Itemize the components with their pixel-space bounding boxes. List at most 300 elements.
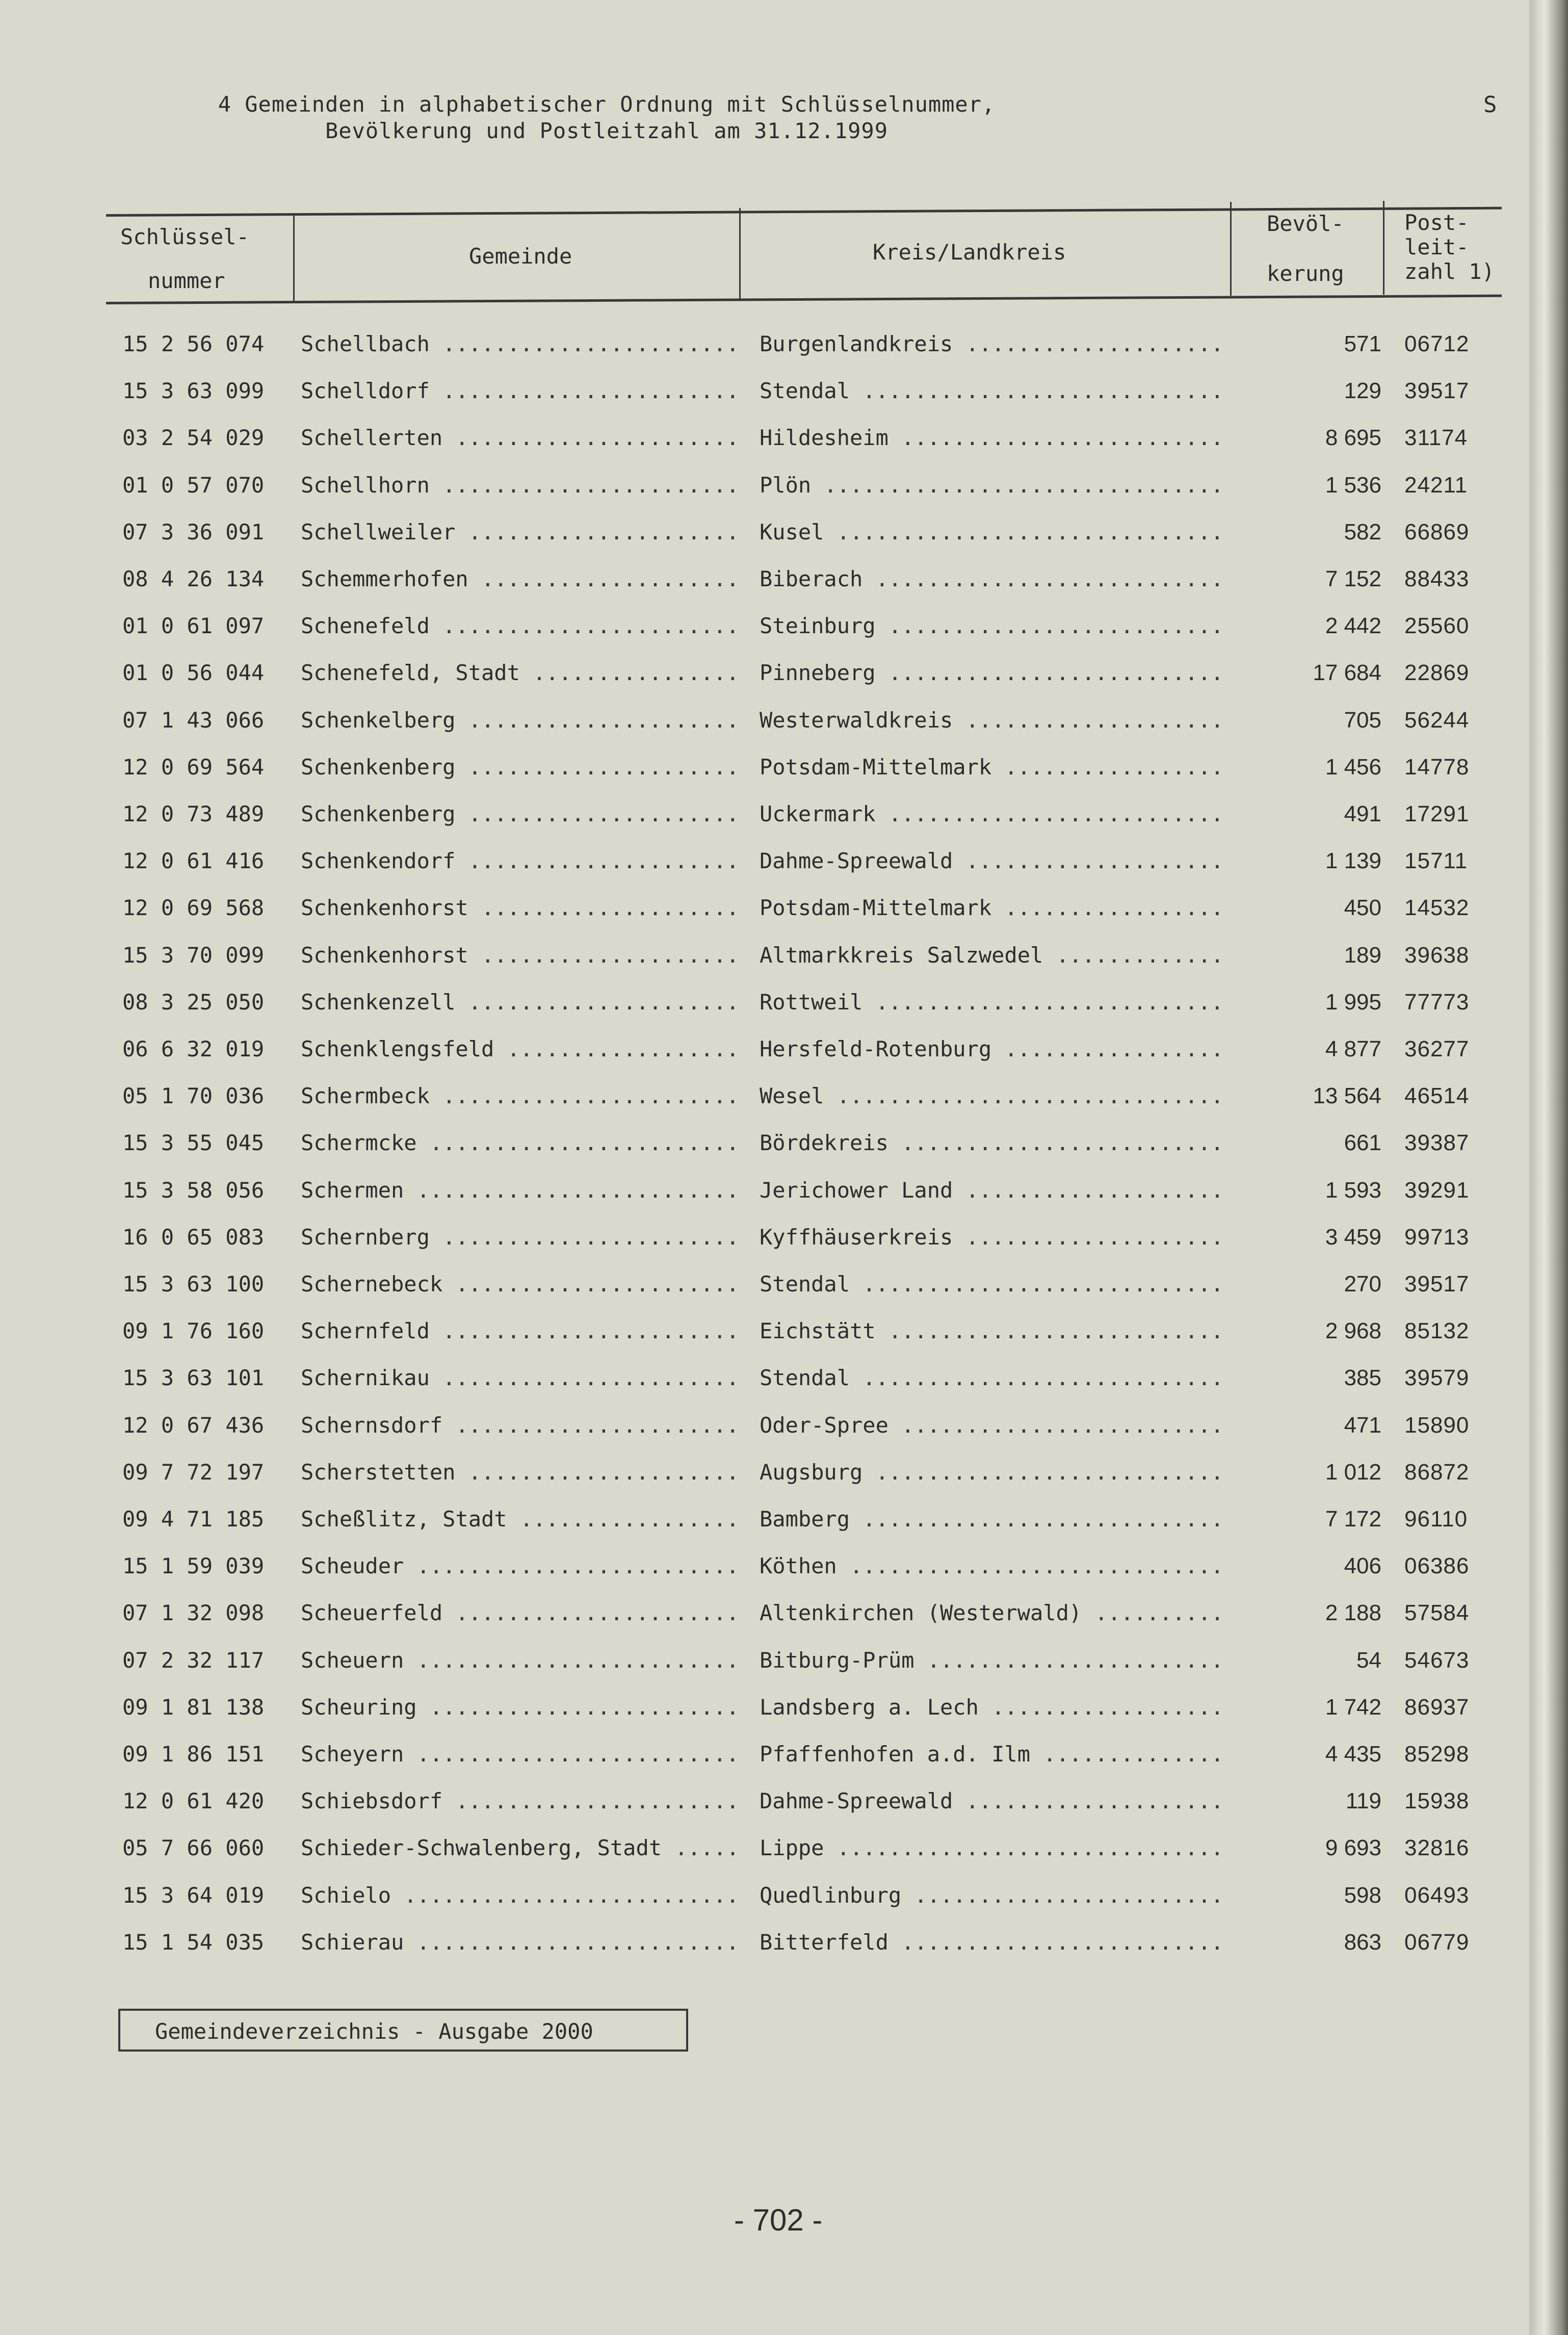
cell-bevoelkerung: 2 968	[1325, 1318, 1381, 1344]
cell-postleitzahl: 39638	[1404, 942, 1470, 968]
cell-bevoelkerung: 1 456	[1325, 754, 1381, 780]
leader-dots: ..............................	[837, 519, 1224, 544]
cell-key: 12 0 67 436	[122, 1412, 265, 1438]
cell-gemeinde: Schenefeld, Stadt	[301, 660, 520, 686]
cell-gemeinde: Schernfeld	[301, 1318, 430, 1344]
cell-kreis: Altenkirchen (Westerwald)	[760, 1600, 1082, 1626]
leader-dots: ..........................	[404, 1882, 739, 1908]
header-key-line1: Schlüssel-	[120, 224, 249, 249]
leader-dots: ............................	[863, 1507, 1224, 1532]
leader-dots: ......................	[455, 425, 739, 451]
cell-bevoelkerung: 54	[1356, 1647, 1381, 1673]
leader-dots: .......................	[442, 1224, 739, 1250]
cell-bevoelkerung: 4 877	[1325, 1036, 1381, 1061]
table-row	[0, 1036, 1519, 1067]
cell-key: 12 0 69 568	[122, 895, 265, 921]
leader-dots: .............	[1056, 942, 1224, 968]
cell-kreis: Burgenlandkreis	[760, 331, 953, 356]
cell-gemeinde: Scheuerfeld	[301, 1600, 443, 1626]
cell-key: 01 0 57 070	[122, 472, 265, 498]
cell-gemeinde: Schellbach	[301, 331, 430, 356]
leader-dots: ......................	[455, 1272, 739, 1296]
leader-dots: ....................	[965, 1224, 1224, 1250]
cell-key: 16 0 65 083	[122, 1224, 265, 1250]
cell-bevoelkerung: 270	[1344, 1272, 1381, 1296]
leader-dots: .....................	[468, 754, 739, 780]
cell-key: 01 0 61 097	[122, 613, 265, 639]
cell-postleitzahl: 57584	[1404, 1600, 1470, 1626]
table-row	[0, 1225, 1519, 1255]
cell-kreis: Stendal	[760, 378, 850, 404]
cell-postleitzahl: 14778	[1404, 754, 1470, 780]
cell-kreis: Bamberg	[760, 1507, 850, 1532]
cell-key: 07 3 36 091	[122, 519, 265, 544]
cell-gemeinde: Schenkenhorst	[301, 942, 468, 968]
cell-bevoelkerung: 406	[1344, 1553, 1381, 1579]
table-row	[0, 990, 1519, 1020]
cell-kreis: Bitterfeld	[760, 1929, 888, 1955]
cell-kreis: Altmarkkreis Salzwedel	[760, 942, 1043, 968]
footer-edition-box	[118, 2009, 688, 2052]
cell-gemeinde: Scheuern	[301, 1647, 404, 1673]
cell-gemeinde: Schenefeld	[301, 613, 430, 639]
header-plz-line2: leit-	[1404, 235, 1469, 260]
cell-key: 09 1 86 151	[122, 1742, 265, 1767]
cell-kreis: Hildesheim	[760, 425, 888, 451]
header-key-line2: nummer	[148, 268, 225, 293]
table-row	[0, 473, 1519, 503]
leader-dots: ..........................	[888, 801, 1224, 826]
cell-postleitzahl: 17291	[1404, 801, 1470, 826]
table-row	[0, 1695, 1519, 1725]
cell-key: 05 1 70 036	[122, 1083, 265, 1109]
leader-dots: .................	[1004, 1036, 1224, 1061]
cell-postleitzahl: 39517	[1404, 1272, 1470, 1296]
leader-dots: .........................	[416, 1929, 739, 1955]
cell-gemeinde: Scheßlitz, Stadt	[301, 1507, 507, 1532]
leader-dots: .......................	[442, 1083, 739, 1109]
cell-key: 09 7 72 197	[122, 1459, 265, 1485]
cell-gemeinde: Scherstetten	[301, 1459, 456, 1485]
cell-postleitzahl: 39291	[1404, 1177, 1470, 1203]
cell-key: 15 3 63 101	[122, 1365, 265, 1391]
leader-dots: ........................	[914, 1882, 1224, 1908]
leader-dots: ............................	[863, 378, 1224, 404]
cell-key: 12 0 61 416	[122, 848, 265, 874]
cell-bevoelkerung: 1 593	[1325, 1177, 1381, 1203]
leader-dots: .........................	[416, 1742, 739, 1767]
cell-postleitzahl: 06712	[1404, 331, 1470, 356]
leader-dots: .....................	[468, 707, 739, 733]
leader-dots: .....................	[468, 519, 739, 544]
leader-dots: .........................	[901, 1130, 1224, 1156]
cell-postleitzahl: 96110	[1404, 1507, 1468, 1532]
table-row	[0, 1742, 1519, 1772]
cell-postleitzahl: 46514	[1404, 1083, 1470, 1109]
leader-dots: .........................	[416, 1647, 739, 1673]
cell-bevoelkerung: 471	[1344, 1412, 1381, 1438]
leader-dots: ....................	[481, 566, 739, 591]
leader-dots: ......................	[455, 1412, 739, 1438]
leader-dots: ...........................	[875, 989, 1224, 1015]
cell-bevoelkerung: 13 564	[1313, 1083, 1381, 1109]
table-row	[0, 1083, 1519, 1114]
cell-kreis: Uckermark	[760, 801, 876, 826]
leader-dots: ..................	[991, 1694, 1224, 1720]
cell-key: 15 3 58 056	[122, 1177, 265, 1203]
cell-kreis: Rottweil	[760, 989, 863, 1015]
cell-bevoelkerung: 1 012	[1325, 1459, 1381, 1485]
cell-bevoelkerung: 661	[1344, 1130, 1381, 1156]
leader-dots: ..................	[507, 1036, 739, 1061]
cell-gemeinde: Schierau	[301, 1929, 404, 1955]
cell-postleitzahl: 06386	[1404, 1553, 1470, 1579]
leader-dots: .....	[674, 1835, 740, 1861]
cell-key: 07 1 43 066	[122, 707, 265, 733]
cell-bevoelkerung: 7 152	[1325, 566, 1381, 591]
leader-dots: .........................	[416, 1553, 739, 1579]
cell-postleitzahl: 31174	[1404, 425, 1468, 451]
cell-kreis: Hersfeld-Rotenburg	[760, 1036, 992, 1061]
table-row	[0, 848, 1519, 879]
cell-kreis: Plön	[760, 472, 812, 498]
leader-dots: .................	[520, 1507, 739, 1532]
cell-kreis: Stendal	[760, 1365, 850, 1391]
header-kreis: Kreis/Landkreis	[873, 240, 1066, 265]
leader-dots: ................	[533, 660, 739, 686]
cell-key: 15 1 54 035	[122, 1929, 265, 1955]
header-plz-line3: zahl 1)	[1404, 259, 1495, 284]
col-divider	[1230, 202, 1232, 296]
leader-dots: .......................	[927, 1647, 1224, 1673]
col-divider	[739, 208, 741, 300]
cell-gemeinde: Schiebsdorf	[301, 1788, 443, 1814]
table-row	[0, 708, 1519, 738]
table-row	[0, 1413, 1519, 1443]
footer-edition-label: Gemeindeverzeichnis - Ausgabe 2000	[155, 2019, 593, 2044]
cell-postleitzahl: 24211	[1404, 472, 1468, 498]
table-row	[0, 1130, 1519, 1161]
leader-dots: .....................	[468, 801, 739, 826]
cell-bevoelkerung: 9 693	[1325, 1835, 1381, 1861]
cell-bevoelkerung: 129	[1344, 378, 1381, 404]
cell-key: 06 6 32 019	[122, 1036, 265, 1061]
cell-key: 08 4 26 134	[122, 566, 265, 591]
leader-dots: ..........................	[888, 1318, 1224, 1344]
leader-dots: ......................	[455, 1788, 739, 1814]
cell-bevoelkerung: 1 995	[1325, 989, 1381, 1015]
leader-dots: .......................	[442, 1318, 739, 1344]
cell-postleitzahl: 15890	[1404, 1412, 1470, 1438]
leader-dots: ....................	[481, 942, 739, 968]
leader-dots: .........................	[901, 425, 1224, 451]
leader-dots: ..........................	[888, 613, 1224, 639]
cell-kreis: Potsdam-Mittelmark	[760, 754, 992, 780]
cell-postleitzahl: 99713	[1404, 1224, 1470, 1250]
cell-bevoelkerung: 1 536	[1325, 472, 1381, 498]
cell-postleitzahl: 56244	[1404, 707, 1470, 733]
table-row	[0, 660, 1519, 691]
cell-gemeinde: Schermcke	[301, 1130, 417, 1156]
table-row	[0, 1318, 1519, 1349]
cell-gemeinde: Schernberg	[301, 1224, 430, 1250]
cell-postleitzahl: 39517	[1404, 378, 1470, 404]
cell-bevoelkerung: 863	[1344, 1929, 1381, 1955]
header-bev-line1: Bevöl-	[1267, 211, 1344, 236]
cell-postleitzahl: 86937	[1404, 1694, 1470, 1720]
corner-letter: S	[1483, 92, 1497, 118]
cell-bevoelkerung: 119	[1345, 1788, 1381, 1814]
cell-postleitzahl: 86872	[1404, 1459, 1470, 1485]
cell-key: 15 3 63 099	[122, 378, 265, 404]
leader-dots: .........................	[901, 1929, 1224, 1955]
cell-key: 07 1 32 098	[122, 1600, 265, 1626]
cell-postleitzahl: 14532	[1404, 895, 1470, 921]
cell-gemeinde: Schermen	[301, 1177, 404, 1203]
cell-key: 15 1 59 039	[122, 1553, 265, 1579]
cell-postleitzahl: 15711	[1404, 848, 1468, 874]
cell-kreis: Steinburg	[760, 613, 876, 639]
cell-kreis: Kusel	[760, 519, 824, 544]
leader-dots: .....................	[468, 1459, 739, 1485]
cell-gemeinde: Schellerten	[301, 425, 443, 451]
cell-gemeinde: Schernebeck	[301, 1272, 443, 1296]
cell-gemeinde: Schenkenzell	[301, 989, 456, 1015]
cell-key: 15 3 70 099	[122, 942, 265, 968]
cell-key: 15 3 55 045	[122, 1130, 265, 1156]
cell-bevoelkerung: 491	[1344, 801, 1381, 826]
cell-postleitzahl: 88433	[1404, 566, 1470, 591]
cell-kreis: Kyffhäuserkreis	[760, 1224, 953, 1250]
leader-dots: .........................	[901, 1412, 1224, 1438]
cell-gemeinde: Schielo	[301, 1882, 391, 1908]
cell-kreis: Stendal	[760, 1272, 850, 1296]
table-row	[0, 520, 1519, 550]
cell-bevoelkerung: 3 459	[1325, 1224, 1381, 1250]
table-row	[0, 943, 1519, 973]
cell-gemeinde: Schernsdorf	[301, 1412, 443, 1438]
cell-key: 05 7 66 060	[122, 1835, 265, 1861]
leader-dots: ....................	[481, 895, 739, 921]
cell-kreis: Landsberg a. Lech	[760, 1694, 979, 1720]
cell-postleitzahl: 54673	[1404, 1647, 1470, 1673]
cell-bevoelkerung: 4 435	[1325, 1742, 1381, 1767]
cell-gemeinde: Schellweiler	[301, 519, 456, 544]
leader-dots: ....................	[965, 707, 1224, 733]
cell-kreis: Jerichower Land	[760, 1177, 953, 1203]
table-row	[0, 1788, 1519, 1819]
leader-dots: ..............	[1043, 1742, 1224, 1767]
leader-dots: ........................	[430, 1130, 739, 1156]
cell-key: 09 4 71 185	[122, 1507, 265, 1532]
page-title-line1: 4 Gemeinden in alphabetischer Ordnung mit Schlüsselnummer,	[218, 92, 996, 117]
cell-key: 07 2 32 117	[122, 1647, 265, 1673]
cell-postleitzahl: 39579	[1404, 1365, 1470, 1391]
cell-key: 15 3 64 019	[122, 1882, 265, 1908]
leader-dots: ....................	[965, 1788, 1224, 1814]
table-row	[0, 755, 1519, 785]
cell-key: 09 1 81 138	[122, 1694, 265, 1720]
cell-bevoelkerung: 598	[1344, 1882, 1381, 1908]
leader-dots: ..........	[1094, 1600, 1224, 1626]
cell-gemeinde: Scheyern	[301, 1742, 404, 1767]
cell-kreis: Bitburg-Prüm	[760, 1647, 914, 1673]
cell-gemeinde: Schenkenhorst	[301, 895, 468, 921]
leader-dots: ...........................	[875, 1459, 1224, 1485]
cell-postleitzahl: 85298	[1404, 1742, 1470, 1767]
header-bev-line2: kerung	[1267, 261, 1344, 286]
cell-postleitzahl: 15938	[1404, 1788, 1470, 1814]
col-divider	[1383, 201, 1384, 295]
table-row	[0, 378, 1519, 409]
cell-postleitzahl: 66869	[1404, 519, 1470, 544]
table-row	[0, 331, 1519, 362]
cell-kreis: Pfaffenhofen a.d. Ilm	[760, 1742, 1031, 1767]
table-row	[0, 1460, 1519, 1490]
leader-dots: .................	[1004, 754, 1224, 780]
cell-postleitzahl: 32816	[1404, 1835, 1470, 1861]
leader-dots: ..............................	[837, 1083, 1224, 1109]
cell-kreis: Köthen	[760, 1553, 837, 1579]
table-row	[0, 1178, 1519, 1208]
leader-dots: ....................	[965, 848, 1224, 874]
cell-key: 03 2 54 029	[122, 425, 265, 451]
cell-key: 12 0 73 489	[122, 801, 265, 826]
cell-key: 01 0 56 044	[122, 660, 265, 686]
cell-kreis: Oder-Spree	[760, 1412, 888, 1438]
cell-postleitzahl: 22869	[1404, 660, 1470, 686]
leader-dots: ...............................	[824, 472, 1224, 498]
table-row	[0, 1648, 1519, 1678]
leader-dots: .......................	[442, 613, 739, 639]
leader-dots: .........................	[416, 1177, 739, 1203]
cell-kreis: Pinneberg	[760, 660, 876, 686]
leader-dots: ..........................	[888, 660, 1224, 686]
table-row	[0, 1553, 1519, 1584]
leader-dots: ..............................	[837, 1835, 1224, 1861]
cell-gemeinde: Schernikau	[301, 1365, 430, 1391]
leader-dots: .......................	[442, 331, 739, 356]
cell-gemeinde: Schenklengsfeld	[301, 1036, 494, 1061]
cell-gemeinde: Schenkelberg	[301, 707, 456, 733]
cell-postleitzahl: 06493	[1404, 1882, 1470, 1908]
leader-dots: .............................	[850, 1553, 1224, 1579]
cell-kreis: Potsdam-Mittelmark	[760, 895, 992, 921]
leader-dots: ......................	[455, 1600, 739, 1626]
table-row	[0, 1365, 1519, 1396]
header-gemeinde: Gemeinde	[469, 244, 572, 269]
cell-key: 15 2 56 074	[122, 331, 265, 356]
cell-postleitzahl: 36277	[1404, 1036, 1470, 1061]
cell-postleitzahl: 39387	[1404, 1130, 1470, 1156]
cell-kreis: Eichstätt	[760, 1318, 876, 1344]
cell-key: 08 3 25 050	[122, 989, 265, 1015]
leader-dots: .....................	[468, 848, 739, 874]
cell-postleitzahl: 85132	[1404, 1318, 1470, 1344]
cell-kreis: Lippe	[760, 1835, 824, 1861]
cell-gemeinde: Scheuring	[301, 1694, 417, 1720]
col-divider	[293, 213, 295, 303]
header-bottom-rule	[106, 295, 1502, 304]
cell-gemeinde: Schemmerhofen	[301, 566, 468, 591]
cell-key: 09 1 76 160	[122, 1318, 265, 1344]
leader-dots: .................	[1004, 895, 1224, 921]
leader-dots: ...........................	[875, 566, 1224, 591]
cell-kreis: Bördekreis	[760, 1130, 888, 1156]
table-row	[0, 425, 1519, 456]
cell-bevoelkerung: 1 742	[1325, 1694, 1381, 1720]
leader-dots: ....................	[965, 331, 1224, 356]
cell-bevoelkerung: 705	[1344, 707, 1381, 733]
book-binding-edge	[1529, 0, 1568, 2335]
leader-dots: .....................	[468, 989, 739, 1015]
cell-bevoelkerung: 189	[1344, 942, 1381, 968]
table-row	[0, 1600, 1519, 1631]
table-row	[0, 1507, 1519, 1537]
table-row	[0, 895, 1519, 926]
table-row	[0, 1835, 1519, 1866]
table-row	[0, 801, 1519, 832]
leader-dots: ............................	[863, 1365, 1224, 1391]
cell-bevoelkerung: 17 684	[1313, 660, 1381, 686]
table-row	[0, 1272, 1519, 1302]
cell-gemeinde: Schermbeck	[301, 1083, 430, 1109]
cell-key: 12 0 69 564	[122, 754, 265, 780]
cell-gemeinde: Schellhorn	[301, 472, 430, 498]
table-row	[0, 1930, 1519, 1960]
cell-gemeinde: Schenkenberg	[301, 754, 456, 780]
cell-bevoelkerung: 385	[1344, 1365, 1381, 1391]
page-title-line2: Bevölkerung und Postleitzahl am 31.12.1999	[325, 118, 888, 143]
leader-dots: ............................	[863, 1272, 1224, 1296]
leader-dots: .......................	[442, 472, 739, 498]
leader-dots: ........................	[430, 1694, 739, 1720]
cell-bevoelkerung: 450	[1344, 895, 1381, 921]
cell-postleitzahl: 77773	[1404, 989, 1470, 1015]
leader-dots: .......................	[442, 378, 739, 404]
cell-bevoelkerung: 8 695	[1325, 425, 1381, 451]
cell-gemeinde: Schieder-Schwalenberg, Stadt	[301, 1835, 662, 1861]
cell-gemeinde: Schelldorf	[301, 378, 430, 404]
cell-kreis: Dahme-Spreewald	[760, 1788, 953, 1814]
cell-postleitzahl: 06779	[1404, 1929, 1470, 1955]
cell-kreis: Quedlinburg	[760, 1882, 902, 1908]
cell-kreis: Dahme-Spreewald	[760, 848, 953, 874]
page-number: - 702 -	[734, 2203, 823, 2237]
cell-kreis: Biberach	[760, 566, 863, 591]
cell-bevoelkerung: 2 442	[1325, 613, 1381, 639]
cell-kreis: Augsburg	[760, 1459, 863, 1485]
table-row	[0, 1883, 1519, 1913]
cell-bevoelkerung: 571	[1344, 331, 1381, 356]
table-row	[0, 566, 1519, 597]
table-row	[0, 613, 1519, 644]
header-plz-line1: Post-	[1404, 210, 1469, 235]
cell-kreis: Westerwaldkreis	[760, 707, 953, 733]
cell-gemeinde: Schenkenberg	[301, 801, 456, 826]
cell-bevoelkerung: 582	[1344, 519, 1381, 544]
leader-dots: ....................	[965, 1177, 1224, 1203]
cell-key: 15 3 63 100	[122, 1272, 265, 1296]
cell-bevoelkerung: 2 188	[1325, 1600, 1381, 1626]
cell-kreis: Wesel	[760, 1083, 824, 1109]
cell-key: 12 0 61 420	[122, 1788, 265, 1814]
cell-bevoelkerung: 7 172	[1325, 1507, 1381, 1532]
cell-postleitzahl: 25560	[1404, 613, 1470, 639]
cell-gemeinde: Scheuder	[301, 1553, 404, 1579]
leader-dots: .......................	[442, 1365, 739, 1391]
cell-bevoelkerung: 1 139	[1325, 848, 1381, 874]
